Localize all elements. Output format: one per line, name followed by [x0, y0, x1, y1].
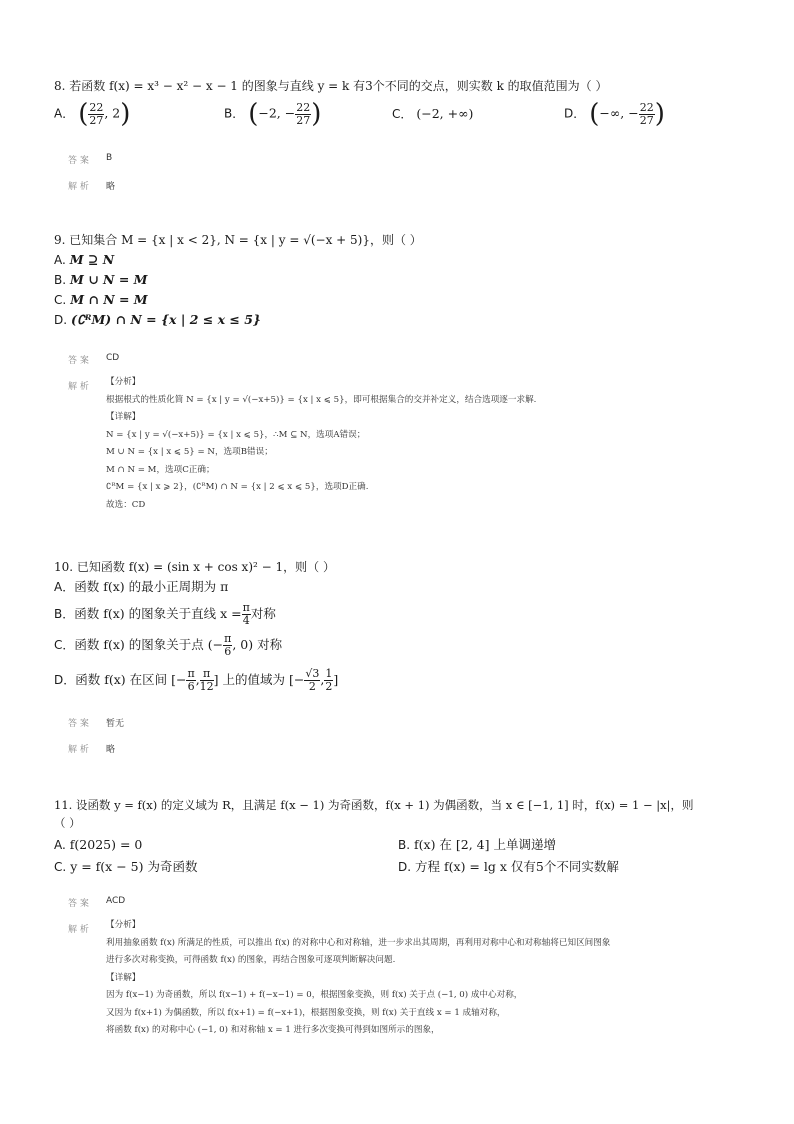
analysis-line: 将函数 f(x) 的对称中心 (−1, 0) 和对称轴 x = 1 进行多次变换可得到如图所示的图象， [106, 1025, 440, 1035]
q8-stem: 8. 若函数 f(x) = x³ − x² − x − 1 的图象与直线 y = k 有3个不同的交点，则实数 k 的取值范围为（ ） [54, 79, 608, 93]
fraction: $\frac{22}{27}$ [296, 100, 311, 127]
q9-analysis-label: 解 析 [68, 382, 89, 392]
q8-analysis: 解 析 略 [68, 179, 89, 192]
analysis-value: 略 [106, 745, 116, 755]
q10-analysis: 解 析 略 [68, 742, 89, 755]
q11-option-d[interactable]: D. 方程 f(x) = lg x 仅有5个不同实数解 [398, 859, 619, 874]
analysis-line: 进行多次对称变换，可得函数 f(x) 的图象，再结合图象可逐项判断解决问题. [106, 955, 396, 965]
fraction: $\frac{22}{27}$ [639, 100, 654, 127]
q8-option-d[interactable]: D． (−∞, − $\frac{22}{27}$ ) [564, 99, 665, 129]
q10-option-c[interactable]: C． 函数 f(x) 的图象关于点 (− $\frac{\pi}{6}$ , 0) 对称 [54, 631, 283, 658]
fraction: $\frac{1}{2}$ [325, 666, 333, 693]
q11-analysis-body [106, 917, 746, 1040]
q9-option-d[interactable]: D. (∁ᴿM) ∩ N = {x | 2 ≤ x ≤ 5} [54, 312, 261, 327]
analysis-line: 根据根式的性质化简 N = {x | y = √(−x+5)} = {x | x ⩽ 5}，即可根据集合的交并补定义，结合选项逐一求解. [106, 394, 537, 405]
q9-analysis-body [106, 374, 746, 514]
analysis-line: 【分析】 [106, 920, 141, 930]
q10-option-a[interactable]: A．函数 f(x) 的最小正周期为 π [54, 579, 229, 594]
analysis-line: 【分析】 [106, 377, 141, 387]
q8-option-b[interactable]: B． (−2, − $\frac{22}{27}$ ) [224, 99, 322, 129]
fraction: $\frac{\pi}{6}$ [224, 631, 232, 658]
q11-stem: 11. 设函数 y = f(x) 的定义域为 R，且满足 f(x − 1) 为奇函数，f(x + 1) 为偶函数，当 x ∈ [−1, 1] 时，f(x) = 1 − |x|，则 （ ） [54, 798, 694, 830]
q8-option-c[interactable]: C． (−2, +∞) [392, 106, 474, 121]
analysis-line: 【详解】 [106, 972, 141, 983]
q9-option-b[interactable]: B. M ∪ N = M [54, 272, 148, 287]
q9-answer: 答 案 CD [68, 353, 120, 366]
analysis-line: 又因为 f(x+1) 为偶函数，所以 f(x+1) = f(−x+1)，根据图象变换，则 f(x) 关于直线 x = 1 成轴对称， [106, 1007, 506, 1018]
option-label: C． [392, 107, 413, 121]
analysis-line: M ∪ N = {x | x ⩽ 5} = N，选项B错误； [106, 447, 273, 457]
q11-option-c[interactable]: C. y = f(x − 5) 为奇函数 [54, 859, 198, 874]
q9-option-a[interactable]: A. M ⊇ N [54, 252, 115, 267]
fraction: $\frac{√3}{2}$ [305, 666, 320, 693]
analysis-line: M ∩ N = M，选项C正确； [106, 464, 215, 475]
answer-value: 暂无 [106, 719, 125, 729]
analysis-value: 略 [106, 182, 116, 192]
q9-option-c[interactable]: C. M ∩ N = M [54, 292, 148, 307]
q11-answer: 答 案 ACD [68, 896, 126, 909]
q10-answer: 答 案 暂无 [68, 716, 89, 729]
q10-option-d[interactable]: D． 函数 f(x) 在区间 [− $\frac{\pi}{6}$ , $\frac{\pi}{12}$ ] 上的值域为 [− $\frac{√3}{2}$ , $\frac{1}{2}$ ] [54, 666, 339, 693]
option-label: D． [564, 106, 586, 121]
analysis-line: N = {x | y = √(−x+5)} = {x | x ⩽ 5}，∴M ⊆ N，选项A错误； [106, 429, 366, 440]
q9-options [54, 250, 744, 330]
answer-value: ACD [106, 896, 126, 906]
analysis-line: 利用抽象函数 f(x) 所满足的性质，可以推出 f(x) 的对称中心和对称轴，进一步求出其周期，再利用对称中心和对称轴将已知区间图象 [106, 937, 611, 948]
q10-stem: 10. 已知函数 f(x) = (sin x + cos x)² − 1，则（ ） [54, 560, 335, 574]
answer-value: CD [106, 353, 120, 363]
analysis-line: 故选：CD [106, 499, 146, 510]
answer-value: B [106, 153, 113, 163]
q8-answer: 答 案 B [68, 153, 113, 166]
fraction: $\frac{\pi}{6}$ [187, 666, 195, 693]
analysis-line: 因为 f(x−1) 为奇函数，所以 f(x−1) + f(−x−1) = 0，根据图象变换，则 f(x) 关于点 (−1, 0) 成中心对称， [106, 990, 523, 1000]
q11-option-a[interactable]: A. f(2025) = 0 [54, 837, 143, 852]
option-label: A． [54, 106, 75, 121]
fraction: $\frac{22}{27}$ [89, 100, 104, 127]
q11-analysis-label: 解 析 [68, 925, 89, 935]
fraction: $\frac{\pi}{12}$ [199, 666, 214, 693]
q8-option-a[interactable]: A． ( $\frac{22}{27}$ , 2) [54, 99, 131, 129]
q11-option-b[interactable]: B. f(x) 在 [2, 4] 上单调递增 [398, 837, 556, 852]
option-label: B． [224, 106, 245, 121]
analysis-line: ∁ᴿM = {x | x ⩾ 2}，(∁ᴿM) ∩ N = {x | 2 ⩽ x ⩽ 5}，选项D正确. [106, 482, 369, 492]
q11-options [54, 835, 744, 877]
fraction: $\frac{\pi}{4}$ [242, 600, 250, 627]
q9-stem: 9. 已知集合 M = {x | x < 2}, N = {x | y = √(−x + 5)}，则（ ） [54, 233, 422, 247]
q8-options [54, 96, 744, 132]
analysis-line: 【详解】 [106, 412, 141, 422]
q10-options [54, 577, 744, 699]
q10-option-b[interactable]: B． 函数 f(x) 的图象关于直线 x = $\frac{\pi}{4}$ 对称 [54, 600, 276, 627]
